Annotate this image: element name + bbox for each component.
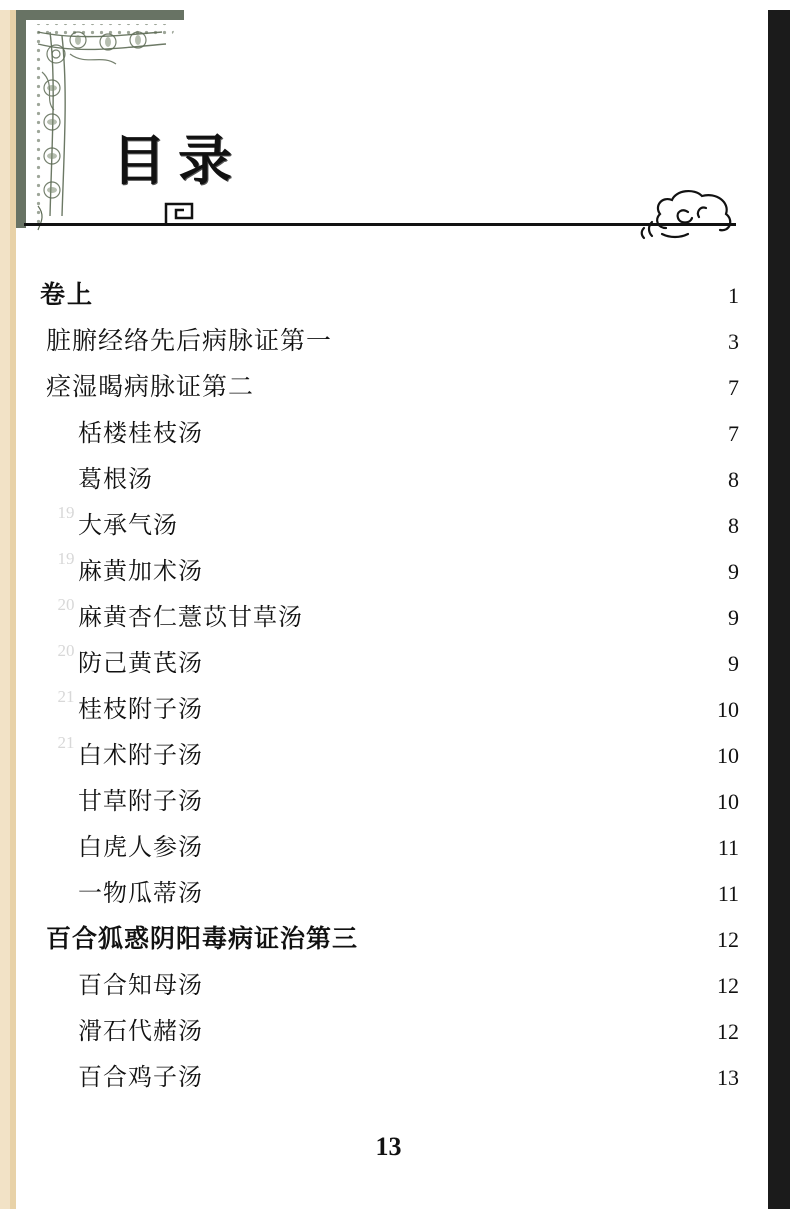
toc-entry[interactable] — [16, 643, 761, 689]
toc-entry-label: 防己黄芪汤 — [78, 651, 203, 677]
toc-entry-label: 白术附子汤 — [78, 743, 203, 769]
toc-entry-page: 12 — [717, 973, 739, 998]
toc-entry-page: 8 — [728, 513, 739, 538]
page-border-right — [768, 0, 790, 1223]
page-border-top — [0, 0, 790, 10]
toc-entry-label: 百合狐惑阴阳毒病证治第三 — [46, 926, 359, 953]
toc-leader-dots — [213, 762, 695, 763]
toc-entry-page: 7 — [728, 375, 739, 400]
toc-entry-label: 桂枝附子汤 — [78, 697, 203, 723]
toc-entry[interactable] — [16, 367, 761, 413]
showthrough-mark: 20 — [57, 595, 75, 614]
toc-leader-dots — [104, 302, 695, 303]
showthrough-mark: 19 — [57, 549, 75, 568]
toc-entry[interactable] — [16, 413, 761, 459]
toc-entry-page: 9 — [728, 651, 739, 676]
toc-leader-dots — [213, 440, 695, 441]
toc-entry-page: 10 — [717, 789, 739, 814]
toc-entry-label: 白虎人参汤 — [78, 835, 203, 861]
toc-leader-dots — [313, 624, 695, 625]
page-title: 目录 — [112, 131, 244, 191]
toc-leader-dots — [213, 854, 695, 855]
toc-entry-page: 3 — [728, 329, 739, 354]
toc-leader-dots — [213, 900, 695, 901]
table-of-contents — [16, 275, 761, 1103]
toc-entry-label: 栝楼桂枝汤 — [78, 421, 203, 447]
showthrough-mark: 21 — [57, 733, 75, 752]
toc-entry-label: 百合知母汤 — [78, 973, 203, 999]
toc-entry[interactable] — [16, 965, 761, 1011]
toc-entry[interactable] — [16, 689, 761, 735]
toc-entry[interactable] — [16, 505, 761, 551]
toc-entry-page: 12 — [717, 927, 739, 952]
toc-leader-dots — [213, 1084, 695, 1085]
toc-entry[interactable] — [16, 873, 761, 919]
toc-entry[interactable] — [16, 321, 761, 367]
toc-leader-dots — [213, 670, 695, 671]
toc-entry-page: 8 — [728, 467, 739, 492]
toc-entry-label: 麻黄杏仁薏苡甘草汤 — [78, 605, 303, 631]
toc-entry-label: 百合鸡子汤 — [78, 1065, 203, 1091]
showthrough-mark: 19 — [57, 503, 75, 522]
toc-entry-page: 7 — [728, 421, 739, 446]
toc-leader-dots — [264, 394, 695, 395]
toc-entry-page: 1 — [728, 283, 739, 308]
toc-entry-label: 痉湿暍病脉证第二 — [46, 374, 255, 401]
toc-entry[interactable] — [16, 459, 761, 505]
toc-entry[interactable] — [16, 275, 761, 321]
toc-entry-label: 一物瓜蒂汤 — [78, 881, 203, 907]
toc-entry[interactable] — [16, 1011, 761, 1057]
toc-leader-dots — [213, 578, 695, 579]
toc-entry-page: 11 — [717, 835, 739, 860]
toc-entry-label: 葛根汤 — [78, 467, 153, 493]
toc-entry[interactable] — [16, 781, 761, 827]
toc-entry-page: 13 — [717, 1065, 739, 1090]
title-rule — [24, 223, 736, 226]
toc-entry-label: 大承气汤 — [78, 513, 178, 539]
toc-entry[interactable] — [16, 551, 761, 597]
toc-entry-page: 10 — [717, 697, 739, 722]
toc-leader-dots — [342, 348, 695, 349]
toc-leader-dots — [163, 486, 695, 487]
greek-key-fret-icon — [164, 196, 210, 226]
toc-entry[interactable] — [16, 597, 761, 643]
page-number: 13 — [375, 1132, 402, 1161]
toc-entry-label: 脏腑经络先后病脉证第一 — [46, 328, 333, 355]
toc-entry-page: 12 — [717, 1019, 739, 1044]
page-content — [16, 10, 761, 1209]
toc-leader-dots — [213, 716, 695, 717]
toc-entry[interactable] — [16, 735, 761, 781]
toc-entry-page: 10 — [717, 743, 739, 768]
toc-entry-page: 9 — [728, 559, 739, 584]
toc-leader-dots — [213, 808, 695, 809]
cloud-scroll-icon — [636, 182, 746, 244]
showthrough-mark: 20 — [57, 641, 75, 660]
toc-entry-label: 滑石代赭汤 — [78, 1019, 203, 1045]
toc-entry-page: 11 — [717, 881, 739, 906]
toc-leader-dots — [368, 946, 695, 947]
toc-entry-label: 卷上 — [40, 282, 95, 309]
toc-leader-dots — [213, 992, 695, 993]
toc-entry[interactable] — [16, 1057, 761, 1103]
toc-leader-dots — [188, 532, 695, 533]
showthrough-mark: 21 — [57, 687, 75, 706]
toc-entry[interactable] — [16, 827, 761, 873]
toc-entry[interactable] — [16, 919, 761, 965]
toc-leader-dots — [213, 1038, 695, 1039]
toc-entry-label: 麻黄加术汤 — [78, 559, 203, 585]
page-border-bottom — [0, 1209, 790, 1223]
toc-entry-label: 甘草附子汤 — [78, 789, 203, 815]
page-border-right-gap — [761, 0, 768, 1223]
toc-entry-page: 9 — [728, 605, 739, 630]
